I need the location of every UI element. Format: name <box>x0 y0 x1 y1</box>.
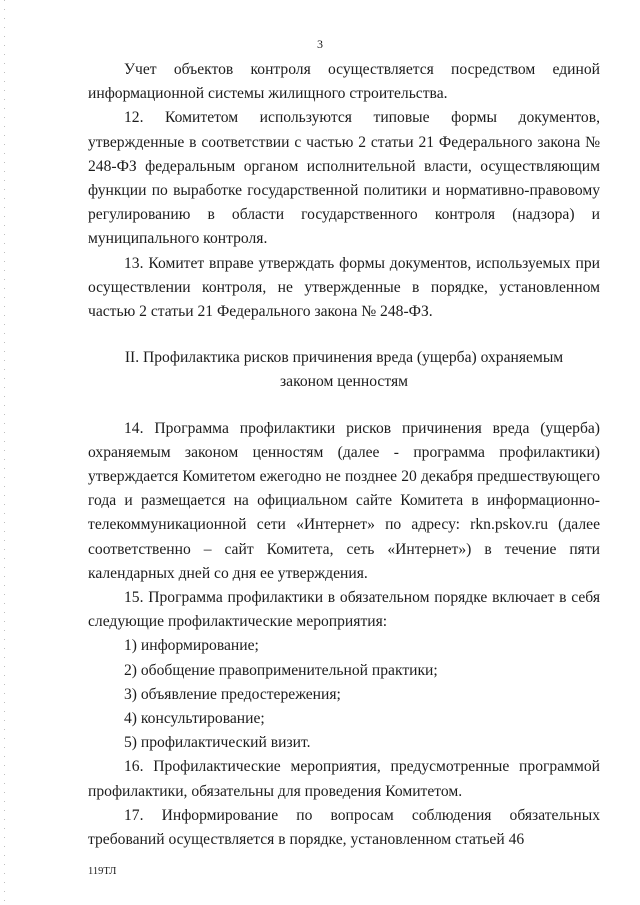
list-item: 4) консультирование; <box>124 710 265 728</box>
page-number: 3 <box>317 37 323 51</box>
document-body <box>88 58 600 852</box>
section-heading: II. Профилактика рисков причинения вреда (ущерба) охраняемым законом ценностям <box>124 349 564 391</box>
list-item: 2) обобщение правоприменительной практики; <box>124 661 438 679</box>
paragraph-16: 16. Профилактические мероприятия, предусмотренные программой профилактики, обязательны для проведения Комитетом. <box>88 758 600 800</box>
list-item: 5) профилактический визит. <box>124 734 311 752</box>
measures-list <box>88 634 600 755</box>
scan-edge-marks <box>4 0 5 905</box>
paragraph-15: 15. Программа профилактики в обязательном порядке включает в себя следующие профилактические мероприятия: <box>88 589 600 631</box>
paragraph-12: 12. Комитетом используются типовые формы документов, утвержденные в соответствии с частью 2 статьи 21 Федерального закона № 248-ФЗ федеральным органом исполнительной власти, осуществляющим функции по выработке государственной политики и нормативно-правовому регулированию в области государственного контроля (надзора) и муниципального контроля. <box>88 109 600 248</box>
list-item: 1) информирование; <box>124 637 259 655</box>
paragraph-17: 17. Информирование по вопросам соблюдения обязательных требований осуществляется в порядке, установленном статьей 46 <box>88 806 600 849</box>
paragraph-14: 14. Программа профилактики рисков причинения вреда (ущерба) охраняемым законом ценностям (далее - программа профилактики) утверждается Комитетом ежегодно не позднее 20 декабря предшествующего года и размещается на официальном сайте Комитета в информационно-телекоммуникационной сети «Интернет» по адресу: rkn.pskov.ru (далее соответственно – сайт Комитета, сеть «Интернет») в течение пяти календарных дней со дня ее утверждения. <box>88 419 600 582</box>
list-item: 3) объявление предостережения; <box>124 685 341 703</box>
document-code: 119ТЛ <box>88 866 117 877</box>
paragraph-objects-accounting: Учет объектов контроля осуществляется посредством единой информационной системы жилищного строительства. <box>88 61 600 103</box>
paragraph-13: 13. Комитет вправе утверждать формы документов, используемых при осуществлении контроля, не утвержденные в порядке, установленном частью 2 статьи 21 Федерального закона № 248-ФЗ. <box>88 254 600 321</box>
